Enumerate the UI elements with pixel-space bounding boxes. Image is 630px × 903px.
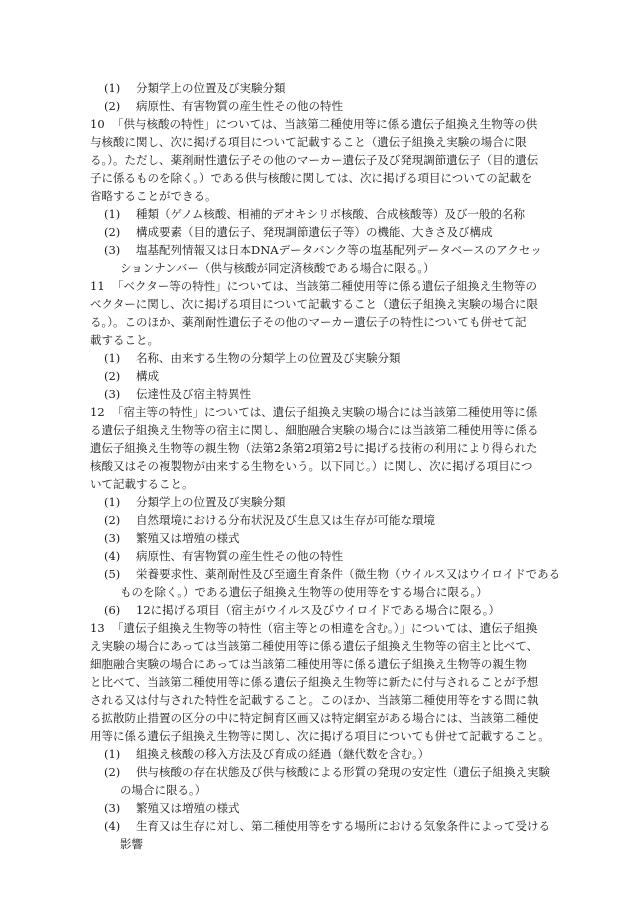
- item-text: 分類学上の位置及び実験分類: [136, 81, 286, 95]
- item-text: 分類学上の位置及び実験分類: [136, 495, 286, 509]
- item-number: (3): [104, 801, 121, 815]
- paragraph-text: と比べて、当該第二種使用等に係る遺伝子組換え生物等に新たに付与されることが予想: [90, 675, 539, 689]
- section-number: 10: [90, 117, 105, 131]
- item-number: (2): [104, 513, 121, 527]
- paragraph-text: 子に係るものを除く。）である供与核酸に関しては、次に掲げる項目についての記載を: [90, 171, 533, 185]
- paragraph-text: 与核酸に関し、次に掲げる項目について記載すること（遺伝子組換え実験の場合に限: [90, 135, 527, 149]
- item-number: (3): [104, 387, 121, 401]
- item-text: の場合に限る。）: [120, 783, 207, 797]
- paragraph-text: 「供与核酸の特性」については、当該第二種使用等に係る遺伝子組換え生物等の供: [112, 117, 538, 131]
- item-number: (2): [104, 369, 121, 383]
- item-number: (1): [104, 747, 121, 761]
- item-number: (6): [104, 603, 121, 617]
- paragraph-text: 用等に係る遺伝子組換え生物等に関し、次に掲げる項目についても併せて記載すること。: [90, 729, 550, 743]
- item-text: 供与核酸の存在状態及び供与核酸による形質の発現の安定性（遺伝子組換え実験: [136, 765, 550, 779]
- paragraph-text: いて記載すること。: [90, 477, 194, 491]
- item-text: 栄養要求性、薬剤耐性及び至適生育条件（微生物（ウイルス又はウイロイドである: [136, 567, 561, 581]
- item-number: (2): [104, 765, 121, 779]
- item-text: 構成: [136, 369, 159, 383]
- item-text: 病原性、有害物質の産生性その他の特性: [136, 99, 343, 113]
- item-number: (5): [104, 567, 121, 581]
- paragraph-text: 省略することができる。: [90, 189, 217, 203]
- paragraph-text: 「遺伝子組換え生物等の特性（宿主等との相違を含む。）」については、遺伝子組換: [112, 621, 538, 635]
- paragraph-text: される又は付与された特性を記載すること。このほか、当該第二種使用等をする間に執: [90, 693, 539, 707]
- paragraph-text: 核酸又はその複製物が由来する生物をいう。以下同じ。）に関し、次に掲げる項目につ: [90, 459, 533, 473]
- item-text: ものを除く。）である遺伝子組換え生物等の使用等をする場合に限る。）: [120, 585, 488, 599]
- item-text: 塩基配列情報又は日本DNAデータバンク等の塩基配列データベースのアクセッ: [136, 243, 542, 257]
- item-text: 影響: [120, 837, 143, 851]
- item-number: (2): [104, 99, 121, 113]
- paragraph-text: 遺伝子組換え生物等の親生物（法第2条第2項第2号に掲げる技術の利用により得られた: [90, 441, 538, 455]
- item-number: (4): [104, 819, 121, 833]
- item-number: (3): [104, 243, 121, 257]
- paragraph-text: る。）。ただし、薬剤耐性遺伝子その他のマーカー遺伝子及び発現調節遺伝子（目的遺伝: [90, 153, 539, 167]
- item-text: 繁殖又は増殖の様式: [136, 801, 240, 815]
- item-number: (1): [104, 81, 121, 95]
- section-number: 13: [90, 621, 105, 635]
- paragraph-text: 「宿主等の特性」については、遺伝子組換え実験の場合には当該第二種使用等に係: [112, 405, 538, 419]
- item-text: 構成要素（目的遺伝子、発現調節遺伝子等）の機能、大きさ及び構成: [136, 225, 493, 239]
- paragraph-text: る。）。このほか、薬剤耐性遺伝子その他のマーカー遺伝子の特性についても併せて記: [90, 315, 527, 329]
- item-text: 繁殖又は増殖の様式: [136, 531, 240, 545]
- item-text: 12に掲げる項目（宿主がウイルス及びウイロイドである場合に限る。）: [136, 603, 500, 617]
- item-text: 病原性、有害物質の産生性その他の特性: [136, 549, 343, 563]
- item-number: (1): [104, 207, 121, 221]
- item-text: 伝達性及び宿主特異性: [136, 387, 251, 401]
- section-number: 12: [90, 405, 105, 419]
- item-text: 名称、由来する生物の分類学上の位置及び実験分類: [136, 351, 401, 365]
- section-number: 11: [90, 279, 105, 293]
- paragraph-text: 細胞融合実験の場合にあっては当該第二種使用等に係る遺伝子組換え生物等の親生物: [90, 657, 527, 671]
- item-number: (4): [104, 549, 121, 563]
- item-text: ションナンバー（供与核酸が同定済核酸である場合に限る。）: [120, 261, 435, 275]
- item-text: 種類（ゲノム核酸、相補的デオキシリボ核酸、合成核酸等）及び一般的名称: [136, 207, 526, 221]
- item-text: 生育又は生存に対し、第二種使用等をする場所における気象条件によって受ける: [136, 819, 550, 833]
- item-number: (3): [104, 531, 121, 545]
- paragraph-text: え実験の場合にあっては当該第二種使用等に係る遺伝子組換え生物等の宿主と比べて、: [90, 639, 539, 653]
- paragraph-text: 載すること。: [90, 333, 159, 347]
- paragraph-text: ベクターに関し、次に掲げる項目について記載すること（遺伝子組換え実験の場合に限: [90, 297, 539, 311]
- paragraph-text: 「ベクター等の特性」については、当該第二種使用等に係る遺伝子組換え生物等の: [112, 279, 538, 293]
- item-number: (1): [104, 351, 121, 365]
- paragraph-text: る拡散防止措置の区分の中に特定飼育区画又は特定網室がある場合には、当該第二種使: [90, 711, 539, 725]
- item-text: 組換え核酸の移入方法及び育成の経過（継代数を含む。）: [136, 747, 430, 761]
- item-number: (2): [104, 225, 121, 239]
- item-number: (1): [104, 495, 121, 509]
- paragraph-text: る遺伝子組換え生物等の宿主に関し、細胞融合実験の場合には当該第二種使用等に係る: [90, 423, 539, 437]
- item-text: 自然環境における分布状況及び生息又は生存が可能な環境: [136, 513, 435, 527]
